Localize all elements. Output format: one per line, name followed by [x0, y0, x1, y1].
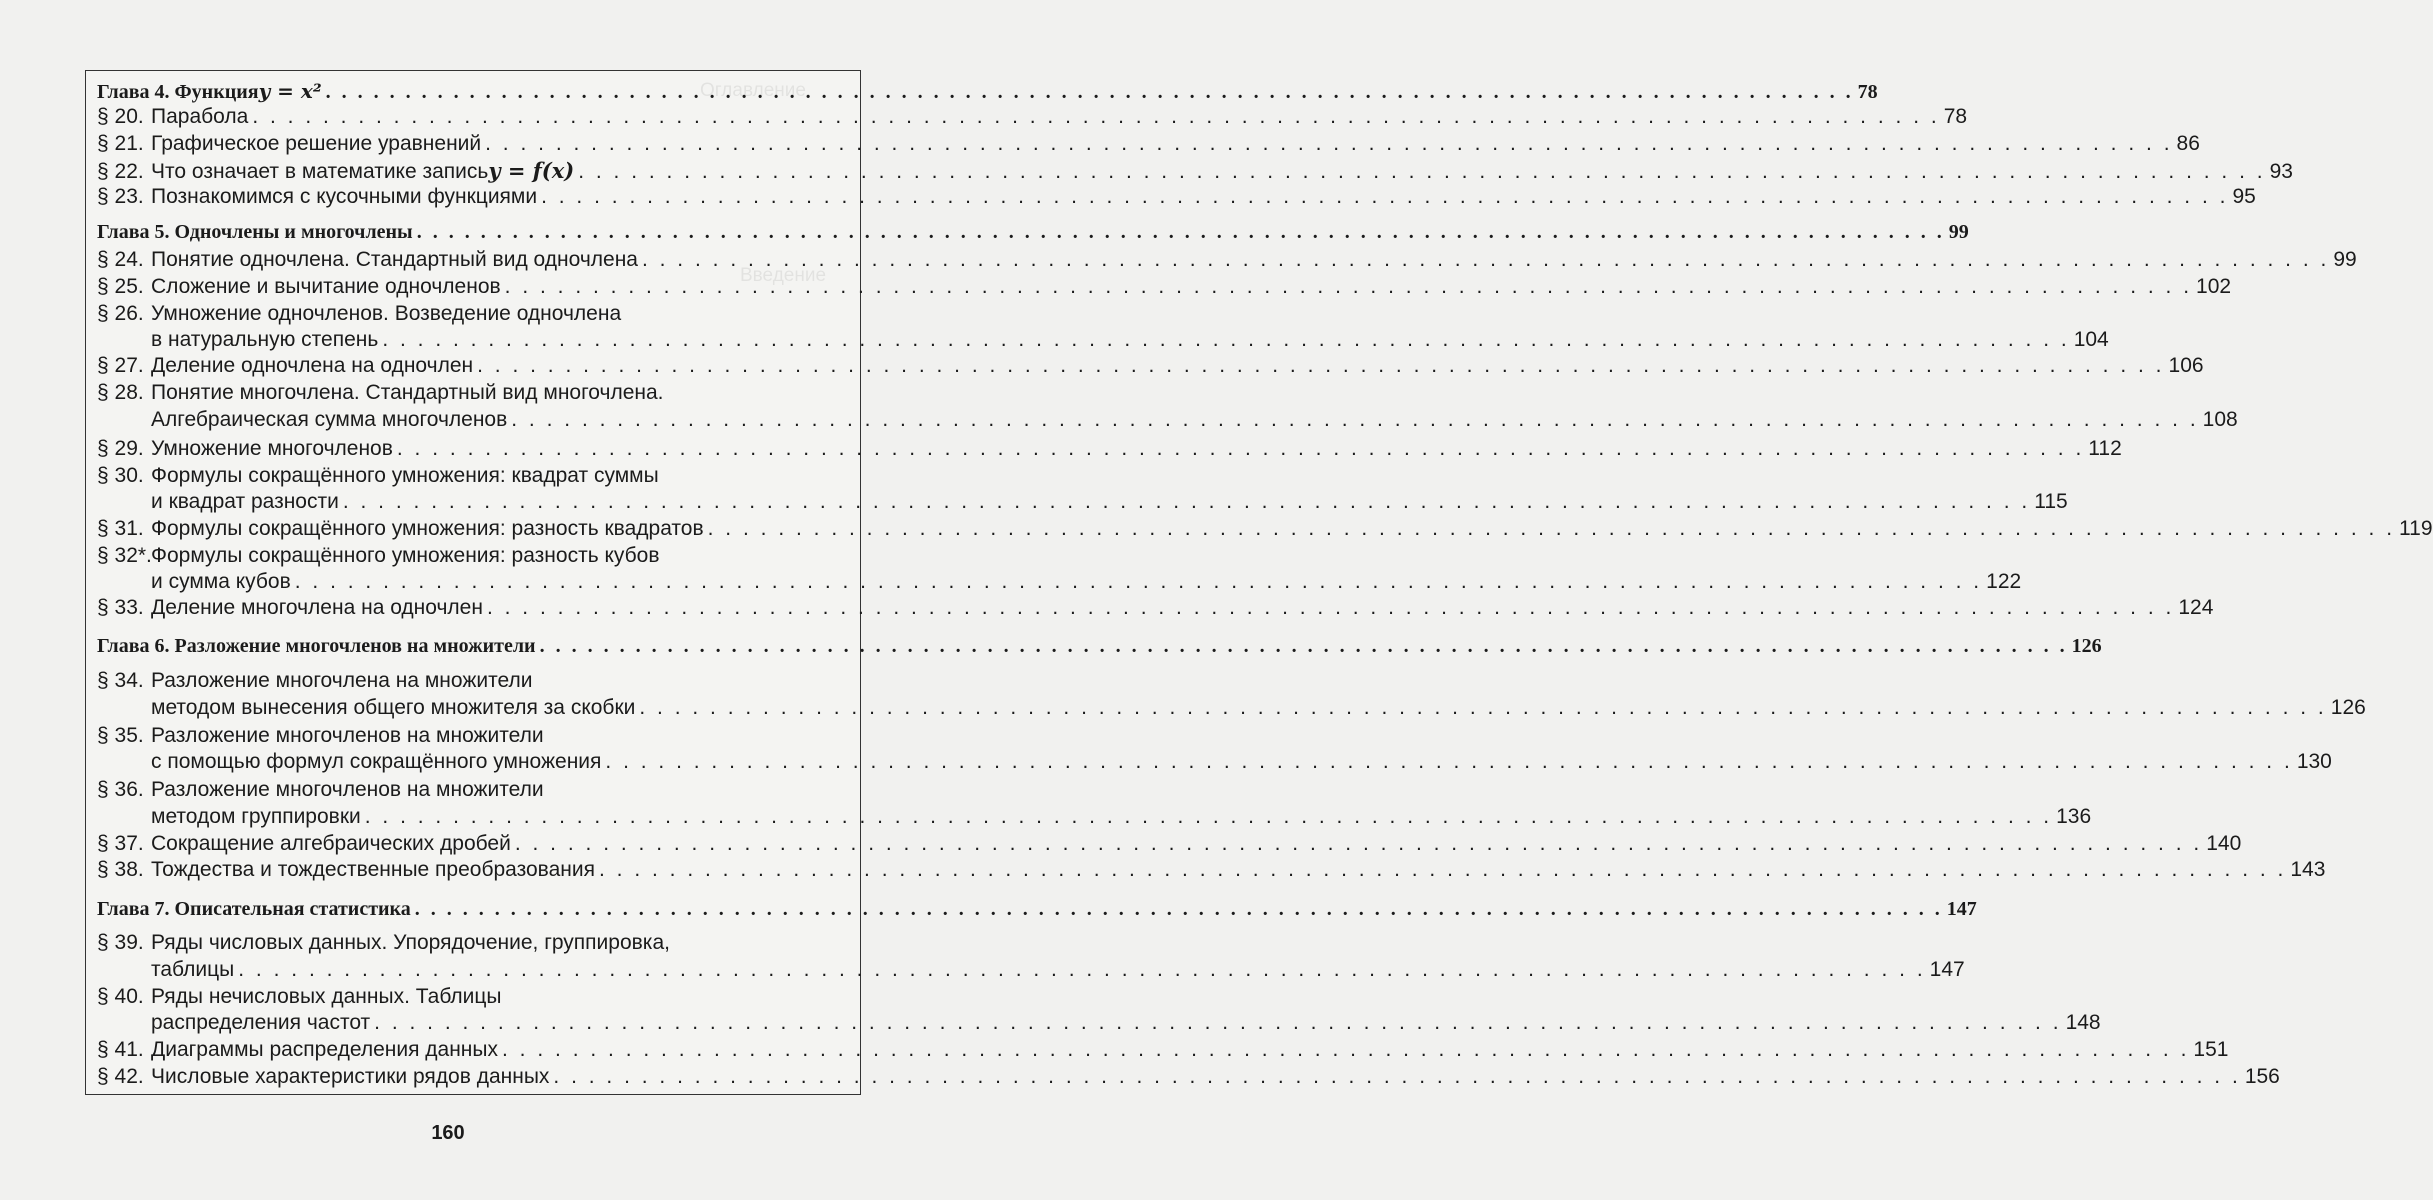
page-ref: 130 — [2296, 750, 2332, 773]
entry-title: Ряды числовых данных. Упорядочение, группировка, — [151, 931, 670, 954]
dot-leader — [397, 436, 2084, 462]
entry-title-continued: распределения частот — [151, 1011, 371, 1034]
section-number: § 32*. — [97, 544, 152, 567]
dot-leader — [502, 1037, 2189, 1063]
section-number: § 30. — [97, 464, 144, 487]
section-number: § 40. — [97, 985, 144, 1008]
entry-title: Диаграммы распределения данных — [151, 1038, 499, 1061]
page-ref: 99 — [1948, 221, 1969, 243]
page-ref: 99 — [2333, 248, 2357, 271]
entry-title: Деление одночлена на одночлен — [151, 354, 474, 377]
entry-title: Умножение многочленов — [151, 437, 393, 460]
section-number: § 20. — [97, 105, 144, 128]
entry-title: Глава 5. Одночлены и многочлены — [97, 221, 413, 243]
entry-title: Умножение одночленов. Возведение одночлена — [151, 302, 622, 325]
page-ref: 108 — [2202, 408, 2238, 431]
section-entry-continuation — [97, 569, 2022, 595]
page-ref: 156 — [2244, 1065, 2280, 1088]
page-ref: 104 — [2073, 328, 2109, 351]
page-ref: 95 — [2232, 185, 2256, 208]
section-number: § 42. — [97, 1065, 144, 1088]
section-number: § 31. — [97, 517, 144, 540]
bleed-through-text: Оглавление — [700, 80, 806, 101]
page-ref: 115 — [2034, 490, 2068, 513]
section-entry[interactable] — [97, 301, 860, 327]
entry-title: Глава 6. Разложение многочленов на множители — [97, 635, 536, 657]
entry-title: Графическое решение уравнений — [151, 132, 482, 155]
dot-leader — [708, 516, 2395, 542]
chapter-heading[interactable] — [97, 219, 1969, 245]
section-entry[interactable] — [97, 247, 2357, 273]
entry-title: Формулы сокращённого умножения: разность квадратов — [151, 517, 704, 540]
entry-title: Понятие одночлена. Стандартный вид одночлена — [151, 248, 638, 271]
entry-title-continued: с помощью формул сокращённого умножения — [151, 750, 602, 773]
section-entry-continuation — [97, 749, 2332, 775]
section-entry-continuation — [97, 695, 2366, 721]
dot-leader — [505, 274, 2192, 300]
dot-leader — [639, 695, 2326, 721]
dot-leader — [365, 804, 2052, 830]
dot-leader — [374, 1010, 2061, 1036]
entry-title: Формулы сокращённого умножения: квадрат суммы — [151, 464, 659, 487]
section-entry[interactable] — [97, 777, 860, 803]
section-entry-continuation — [97, 327, 2109, 353]
dot-leader — [343, 489, 2030, 515]
dot-leader — [295, 569, 1982, 595]
section-entry[interactable] — [97, 1037, 2229, 1063]
section-number: § 21. — [97, 132, 144, 155]
page-ref: 140 — [2206, 832, 2242, 855]
dot-leader — [415, 896, 1943, 922]
dot-leader — [541, 184, 2228, 210]
entry-title: Сокращение алгебраических дробей — [151, 832, 511, 855]
section-entry-continuation — [97, 957, 1965, 983]
section-entry[interactable] — [97, 831, 2242, 857]
page-ref: 102 — [2196, 275, 2232, 298]
section-number: § 24. — [97, 248, 144, 271]
entry-title: Сложение и вычитание одночленов — [151, 275, 501, 298]
page-ref: 93 — [2269, 160, 2293, 183]
page-ref: 119 — [2399, 517, 2433, 540]
dot-leader — [487, 595, 2174, 621]
entry-title-continued: таблицы — [151, 958, 235, 981]
page-number: 160 — [431, 1122, 465, 1144]
entry-title: Разложение многочленов на множители — [151, 724, 544, 747]
section-entry[interactable] — [97, 668, 860, 694]
section-entry[interactable] — [97, 436, 2122, 462]
section-entry[interactable] — [97, 1064, 2280, 1090]
page-ref: 78 — [1857, 81, 1878, 103]
dot-leader — [578, 159, 2265, 185]
entry-title: Тождества и тождественные преобразования — [151, 858, 595, 881]
entry-title: Что означает в математике запись — [151, 160, 489, 183]
section-entry[interactable] — [97, 104, 1968, 130]
section-entry[interactable] — [97, 158, 2293, 185]
page-ref: 136 — [2056, 805, 2092, 828]
section-number: § 29. — [97, 437, 144, 460]
section-number: § 39. — [97, 931, 144, 954]
chapter-heading[interactable] — [97, 896, 1977, 922]
entry-title-continued: Алгебраическая сумма многочленов — [151, 408, 508, 431]
entry-title-continued: методом группировки — [151, 805, 361, 828]
formula: y = f(x) — [488, 158, 575, 183]
entry-title: Разложение многочлена на множители — [151, 669, 533, 692]
section-number: § 26. — [97, 302, 144, 325]
bleed-through-text: Введение — [740, 265, 827, 286]
entry-title: Числовые характеристики рядов данных — [151, 1065, 550, 1088]
dot-leader — [382, 327, 2069, 353]
section-entry[interactable] — [97, 380, 860, 406]
entry-title: Понятие многочлена. Стандартный вид многочлена. — [151, 381, 664, 404]
entry-title-continued: в натуральную степень — [151, 328, 379, 351]
formula: y = x² — [258, 79, 322, 103]
entry-title-continued: и квадрат разности — [151, 490, 339, 513]
dot-leader — [605, 749, 2292, 775]
section-number: § 35. — [97, 724, 144, 747]
section-entry[interactable] — [97, 857, 2326, 883]
section-entry[interactable] — [97, 723, 860, 749]
section-entry[interactable] — [97, 543, 860, 569]
page-ref: 143 — [2290, 858, 2326, 881]
section-number: § 36. — [97, 778, 144, 801]
section-entry-continuation — [97, 804, 2092, 830]
dot-leader — [553, 1064, 2240, 1090]
section-entry[interactable] — [97, 595, 2214, 621]
section-entry[interactable] — [97, 274, 2232, 300]
dot-leader — [599, 857, 2286, 883]
dot-leader — [540, 633, 2068, 659]
section-number: § 25. — [97, 275, 144, 298]
entry-title: Глава 4. Функция — [97, 81, 259, 103]
section-number: § 38. — [97, 858, 144, 881]
dot-leader — [417, 219, 1945, 245]
entry-title-continued: и сумма кубов — [151, 570, 291, 593]
entry-title-continued: методом вынесения общего множителя за скобки — [151, 696, 636, 719]
section-number: § 23. — [97, 185, 144, 208]
section-number: § 22. — [97, 160, 144, 183]
page-ref: 126 — [2330, 696, 2366, 719]
dot-leader — [642, 247, 2329, 273]
page-ref: 148 — [2065, 1011, 2101, 1034]
page-ref: 86 — [2176, 132, 2200, 155]
section-entry-continuation — [97, 489, 2068, 515]
dot-leader — [238, 957, 1925, 983]
dot-leader — [515, 831, 2202, 857]
entry-title: Глава 7. Описательная статистика — [97, 898, 411, 920]
chapter-heading[interactable] — [97, 633, 2102, 659]
section-number: § 33. — [97, 596, 144, 619]
section-entry[interactable] — [97, 516, 2433, 542]
page-ref: 78 — [1943, 105, 1968, 128]
section-entry[interactable] — [97, 930, 860, 956]
section-entry-continuation — [97, 1010, 2101, 1036]
section-number: § 27. — [97, 354, 144, 377]
page-ref: 147 — [1929, 958, 1965, 981]
page-ref: 126 — [2071, 635, 2102, 657]
section-entry[interactable] — [97, 984, 860, 1010]
entry-title: Деление многочлена на одночлен — [151, 596, 483, 619]
entry-title: Ряды нечисловых данных. Таблицы — [151, 985, 502, 1008]
section-entry[interactable] — [97, 353, 2204, 379]
dot-leader — [511, 407, 2198, 433]
page-ref: 151 — [2193, 1038, 2229, 1061]
entry-title: Разложение многочленов на множители — [151, 778, 544, 801]
section-entry[interactable] — [97, 131, 2200, 157]
page-ref: 147 — [1946, 898, 1977, 920]
section-number: § 41. — [97, 1038, 144, 1061]
section-entry[interactable] — [97, 463, 860, 489]
entry-title: Парабола — [151, 105, 249, 128]
dot-leader — [477, 353, 2164, 379]
dot-leader — [252, 104, 1939, 130]
section-entry[interactable] — [97, 184, 2256, 210]
section-number: § 34. — [97, 669, 144, 692]
chapter-heading[interactable] — [97, 78, 1878, 105]
entry-title: Познакомимся с кусочными функциями — [151, 185, 538, 208]
page-ref: 122 — [1986, 570, 2022, 593]
entry-title: Формулы сокращённого умножения: разность кубов — [151, 544, 660, 567]
page-ref: 106 — [2168, 354, 2204, 377]
dot-leader — [326, 79, 1854, 105]
section-number: § 28. — [97, 381, 144, 404]
dot-leader — [485, 131, 2172, 157]
page-ref: 112 — [2088, 437, 2122, 460]
section-number: § 37. — [97, 832, 144, 855]
section-entry-continuation — [97, 407, 2238, 433]
page-ref: 124 — [2178, 596, 2214, 619]
